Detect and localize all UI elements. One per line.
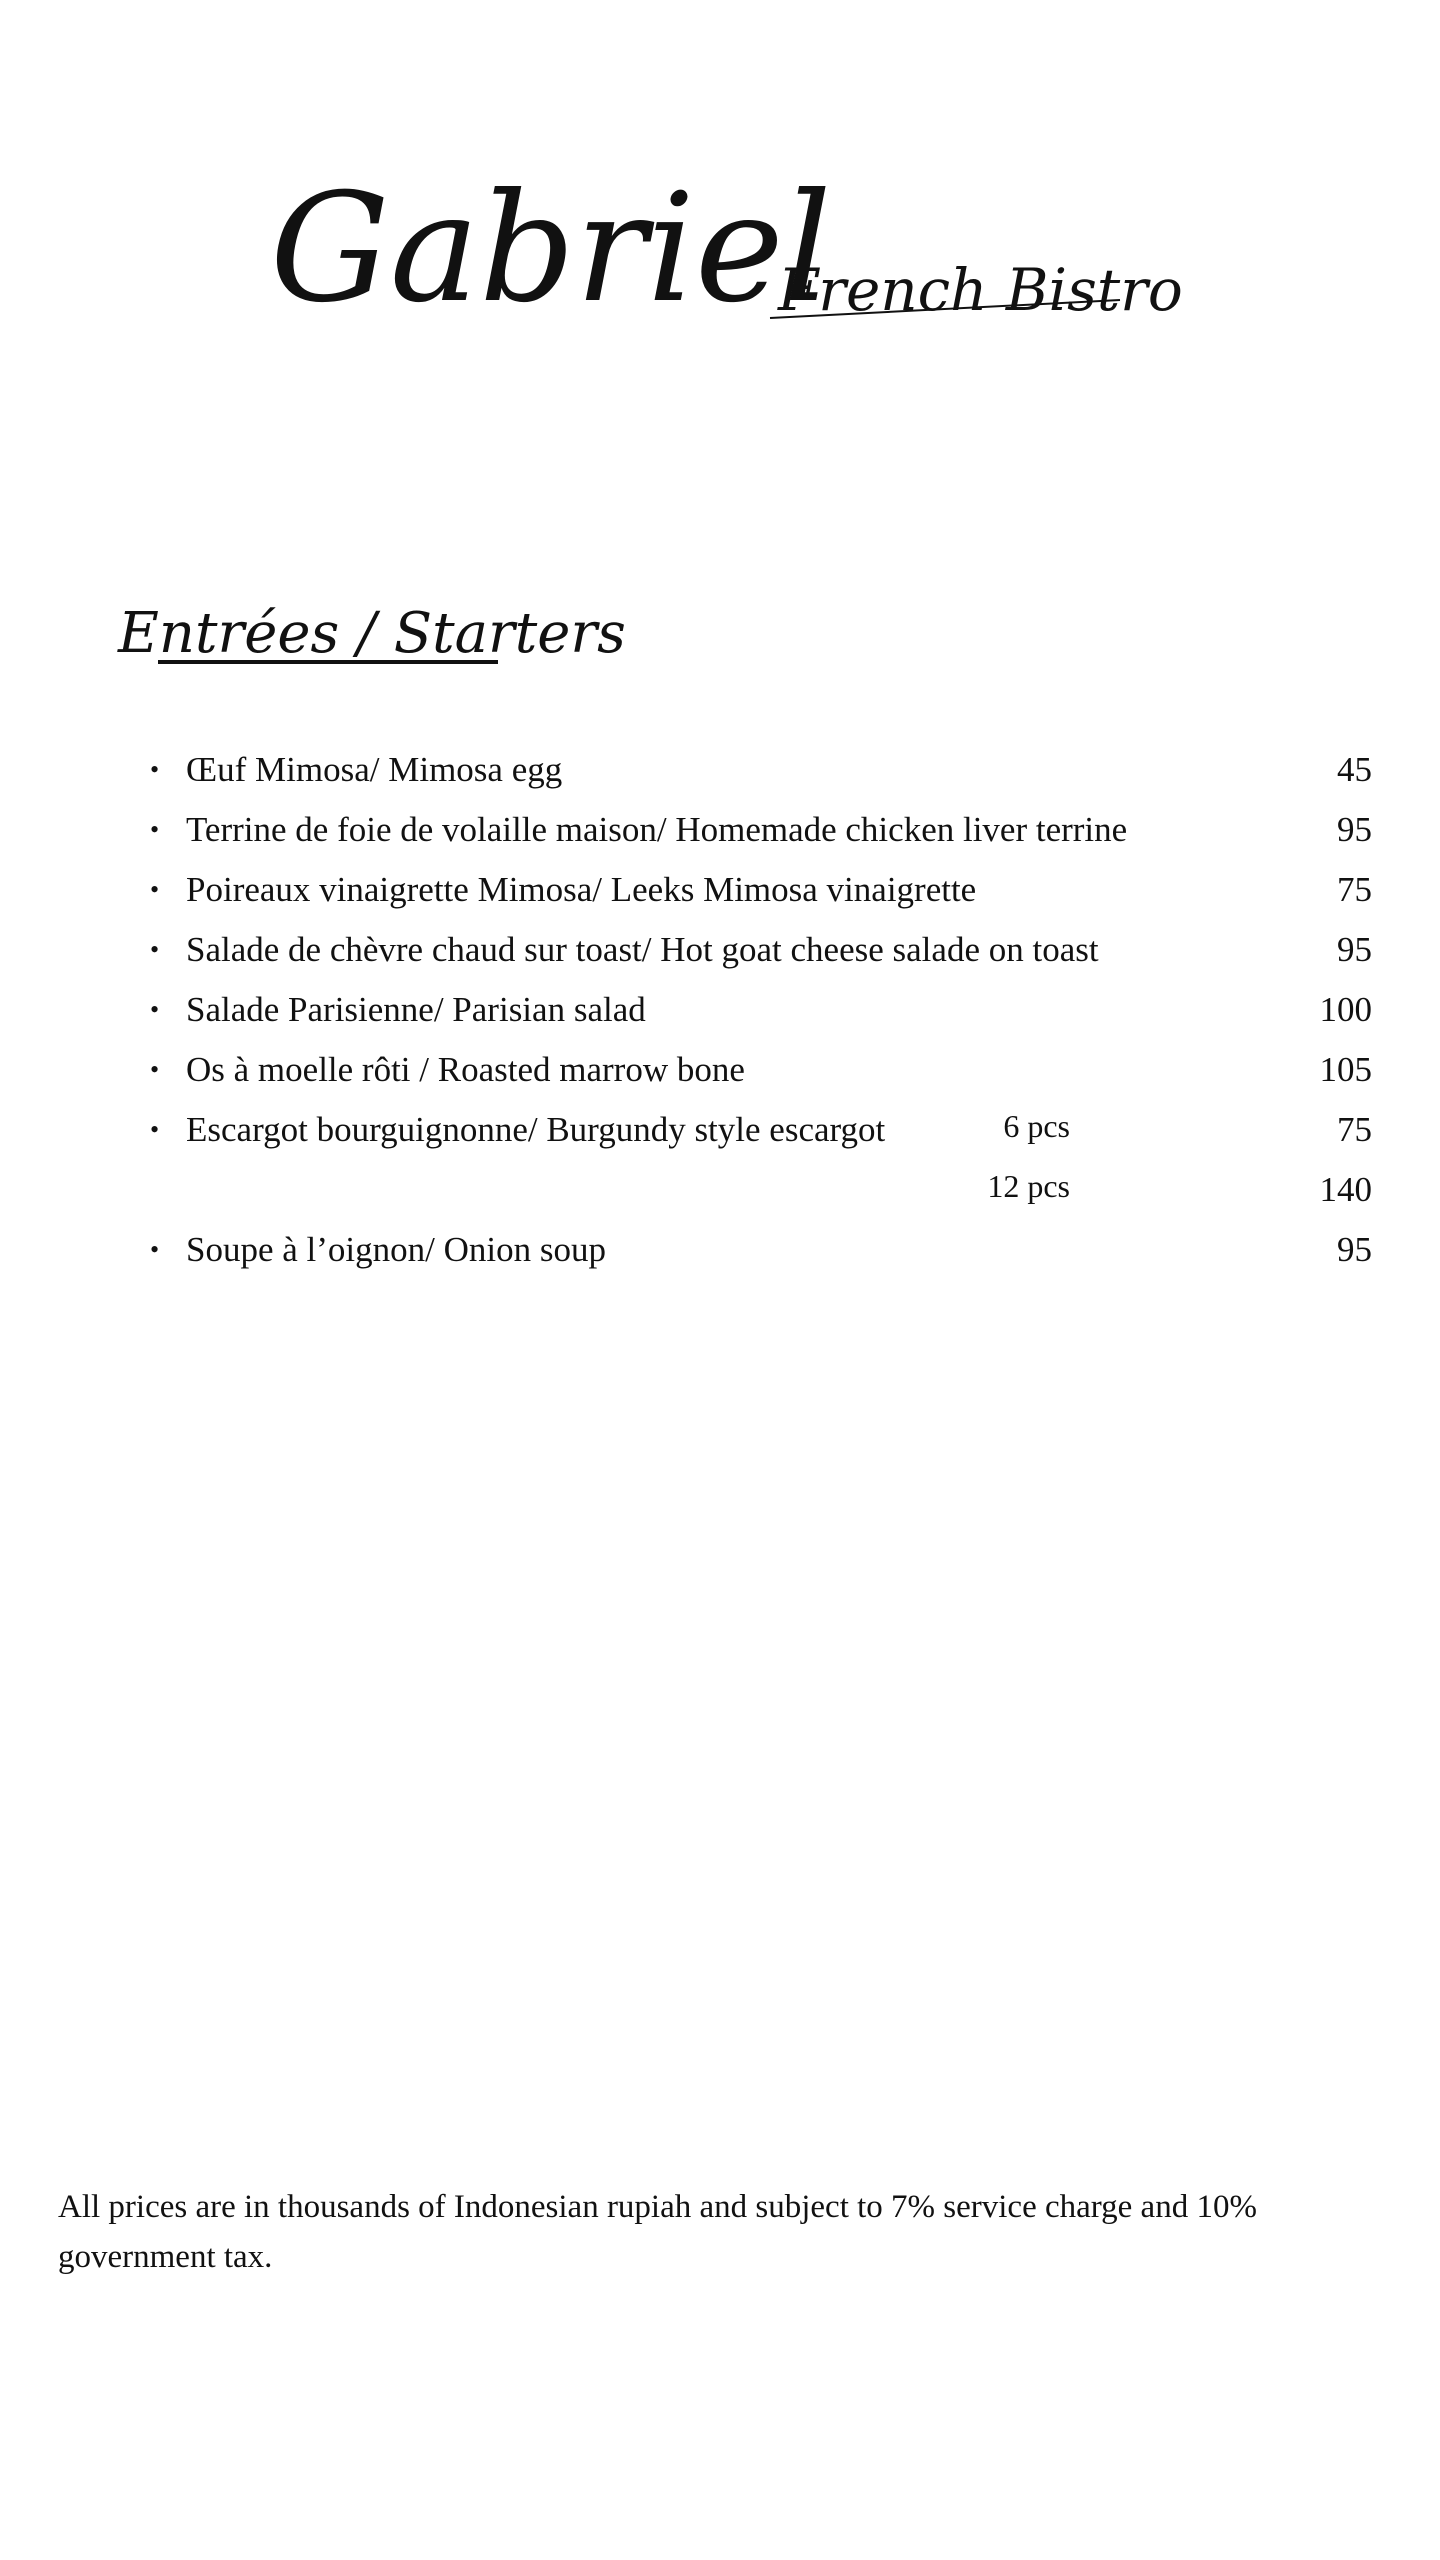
bullet-icon: • <box>150 875 160 904</box>
bullet-icon: • <box>150 1055 160 1084</box>
menu-item-name: Salade Parisienne/ Parisian salad <box>186 990 646 1029</box>
restaurant-logo <box>270 150 1183 360</box>
menu-item-price: 95 <box>1337 1230 1372 1269</box>
menu-item-name: Soupe à l’oignon/ Onion soup <box>186 1230 606 1269</box>
menu-item-name: Œuf Mimosa/ Mimosa egg <box>186 750 563 789</box>
menu-item-price: 75 <box>1337 1110 1372 1149</box>
menu-item-portion: 12 pcs <box>987 1168 1070 1204</box>
menu-item-name: Terrine de foie de volaille maison/ Homemade chicken liver terrine <box>186 810 1128 849</box>
menu-item <box>150 1040 1372 1100</box>
menu-item <box>150 920 1372 980</box>
menu-item <box>150 740 1372 800</box>
pricing-note: All prices are in thousands of Indonesian rupiah and subject to 7% service charge and 10% government tax. <box>58 2189 1257 2275</box>
menu-item <box>150 1220 1372 1280</box>
menu-item <box>150 980 1372 1040</box>
menu-item-price: 75 <box>1337 870 1372 909</box>
menu-item-price: 95 <box>1337 930 1372 969</box>
bullet-icon: • <box>150 815 160 844</box>
menu-item-name: Escargot bourguignonne/ Burgundy style escargot <box>186 1110 886 1149</box>
menu-item <box>150 1100 1372 1160</box>
logo-tagline: French Bistro <box>778 256 1183 324</box>
logo-wordmark <box>270 150 1183 360</box>
bullet-icon: • <box>150 1115 160 1144</box>
menu-item-name: Salade de chèvre chaud sur toast/ Hot goat cheese salade on toast <box>186 930 1099 969</box>
menu-item-portion: 6 pcs <box>1003 1108 1070 1144</box>
bullet-icon: • <box>150 935 160 964</box>
menu-item-name: Os à moelle rôti / Roasted marrow bone <box>186 1050 745 1089</box>
bullet-icon: • <box>150 755 160 784</box>
menu-item-variant <box>150 1160 1372 1220</box>
logo-name: Gabriel <box>270 162 832 336</box>
menu-item-price: 100 <box>1319 990 1372 1029</box>
bullet-icon: • <box>150 1235 160 1264</box>
starters-menu <box>150 740 1372 1280</box>
menu-item <box>150 800 1372 860</box>
section-title-script <box>118 590 626 680</box>
section-title <box>118 590 626 680</box>
section-title-text: Entrées / Starters <box>118 601 626 666</box>
menu-item-price: 95 <box>1337 810 1372 849</box>
bullet-icon: • <box>150 995 160 1024</box>
menu-item-price: 105 <box>1319 1050 1372 1089</box>
menu-item-price: 45 <box>1337 750 1372 789</box>
menu-item-price: 140 <box>1319 1170 1372 1209</box>
menu-item <box>150 860 1372 920</box>
menu-item-name: Poireaux vinaigrette Mimosa/ Leeks Mimosa vinaigrette <box>186 870 977 909</box>
